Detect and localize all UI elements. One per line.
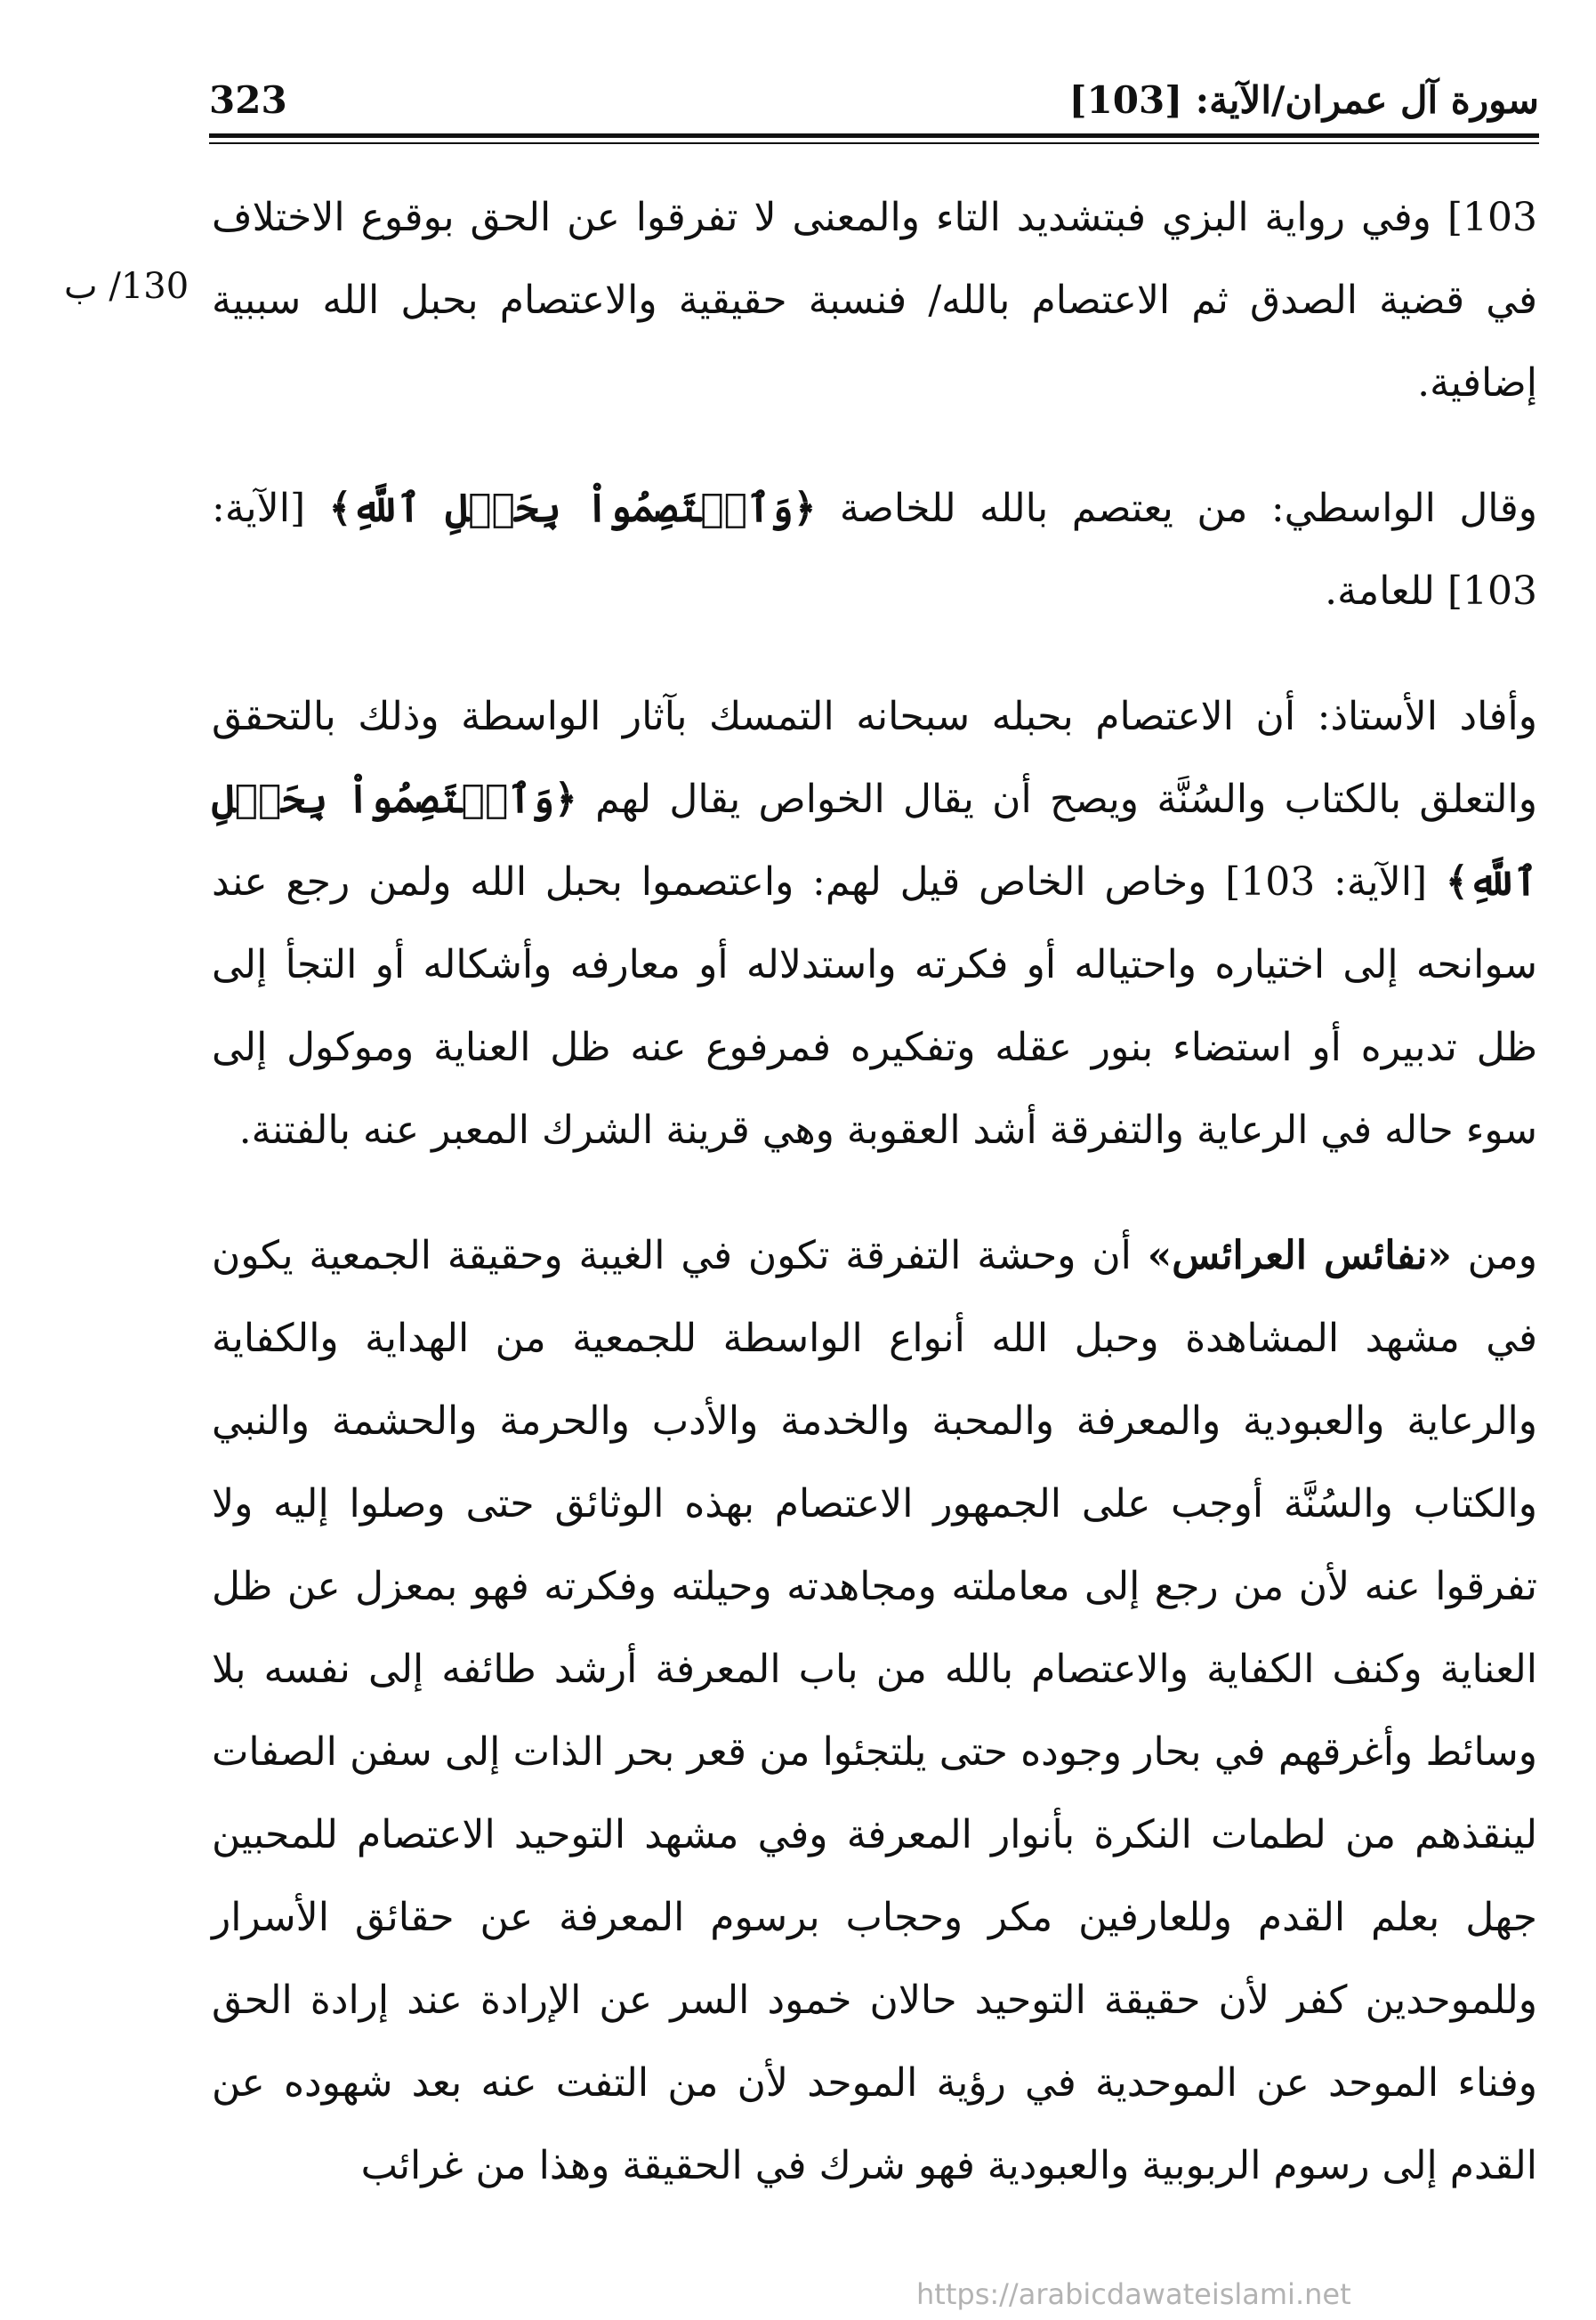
cited-work-title: «نفائس العرائس»: [1147, 1233, 1452, 1278]
paragraph: [212, 1214, 1537, 2207]
quran-quote: ﴿وَٱعۡتَصِمُواْ بِحَبۡلِ ٱللَّهِ﴾: [328, 486, 817, 531]
paragraph-text: وقال الواسطي: من يعتصم بالله للخاصة: [816, 486, 1537, 531]
paragraph: [212, 467, 1537, 632]
header-rule-thin: [209, 142, 1539, 144]
running-header-title: سورة آل عمران/الآية: [103]: [1068, 78, 1539, 122]
paragraph-text: وأفاد الأستاذ: أن الاعتصام بحبله سبحانه التمسك بآثار الواسطة وذلك بالتحقق والتعلق بالكتاب والسُنَّة ويصح أن يقال الخواص يقال لهم: [212, 694, 1537, 822]
paragraph-text: [الآية: 103] للعامة.: [212, 486, 1537, 614]
paragraph-text: أن وحشة التفرقة تكون في الغيبة وحقيقة الجمعية يكون في مشهد المشاهدة وحبل الله أنواع الواسطة للجمعية من الهداية والكفاية والرعاية والعبودية والمعرفة والمحبة والخدمة والأدب والحرمة والحشمة والنبي والكتاب والسُنَّة أوجب على الجمهور الاعتصام بهذه الوثائق حتى وصلوا إليه ولا تفرقوا عنه لأن من رجع إلى معاملته ومجاهدته وحيلته وفكرته فهو بمعزل عن ظل العناية وكنف الكفاية والاعتصام بالله من باب المعرفة أرشد طائفه إلى نفسه بلا وسائط وأغرقهم في بحار وجوده حتى يلتجئوا من قعر بحر الذات إلى سفن الصفات لينقذهم من لطمات النكرة بأنوار المعرفة وفي مشهد التوحيد الاعتصام للمحبين جهل بعلم القدم وللعارفين مكر وحجاب برسوم المعرفة عن حقائق الأسرار وللموحدين كفر لأن حقيقة التوحيد حالان خمود السر عن الإرادة عند إرادة الحق وفناء الموحد عن الموحدية في رؤية الموحد لأن من التفت عنه بعد شهوده عن القدم إلى رسوم الربوبية والعبودية فهو شرك في الحقيقة وهذا من غرائب: [212, 1233, 1537, 2188]
paragraph-text: 103] وفي رواية البزي فبتشديد التاء والمعنى لا تفرقوا عن الحق بوقوع الاختلاف في قضية الصدق ثم الاعتصام بالله/ فنسبة حقيقية والاعتصام بحبل الله سببية إضافية.: [212, 195, 1537, 406]
header-rule-thick: [209, 133, 1539, 138]
quran-quote: ﴿وَٱعۡتَصِمُواْ بِحَبۡلِ ٱللَّهِ﴾: [212, 777, 1537, 905]
page-header: [209, 73, 1539, 128]
paragraph: [212, 675, 1537, 1172]
paragraph: [212, 176, 1537, 424]
paragraph-text: ومن: [1451, 1233, 1537, 1278]
paragraph-text: [الآية: 103] وخاص الخاص قيل لهم: واعتصموا بحبل الله ولمن رجع عند سوانحه إلى اختياره واحتياله أو فكرته واستدلاله أو معارفه وأشكاله أو التجأ إلى ظل تدبيره أو استضاء بنور عقله وتفكيره فمرفوع عنه ظل العناية وموكول إلى سوء حاله في الرعاية والتفرقة أشد العقوبة وهي قرينة الشرك المعبر عنه بالفتنة.: [212, 859, 1537, 1153]
manuscript-folio-note: 130/ ب: [64, 266, 189, 307]
body-text: [212, 176, 1537, 2207]
watermark-url: https://arabicdawateislami.net: [916, 2277, 1351, 2311]
page-number: 323: [209, 78, 287, 122]
